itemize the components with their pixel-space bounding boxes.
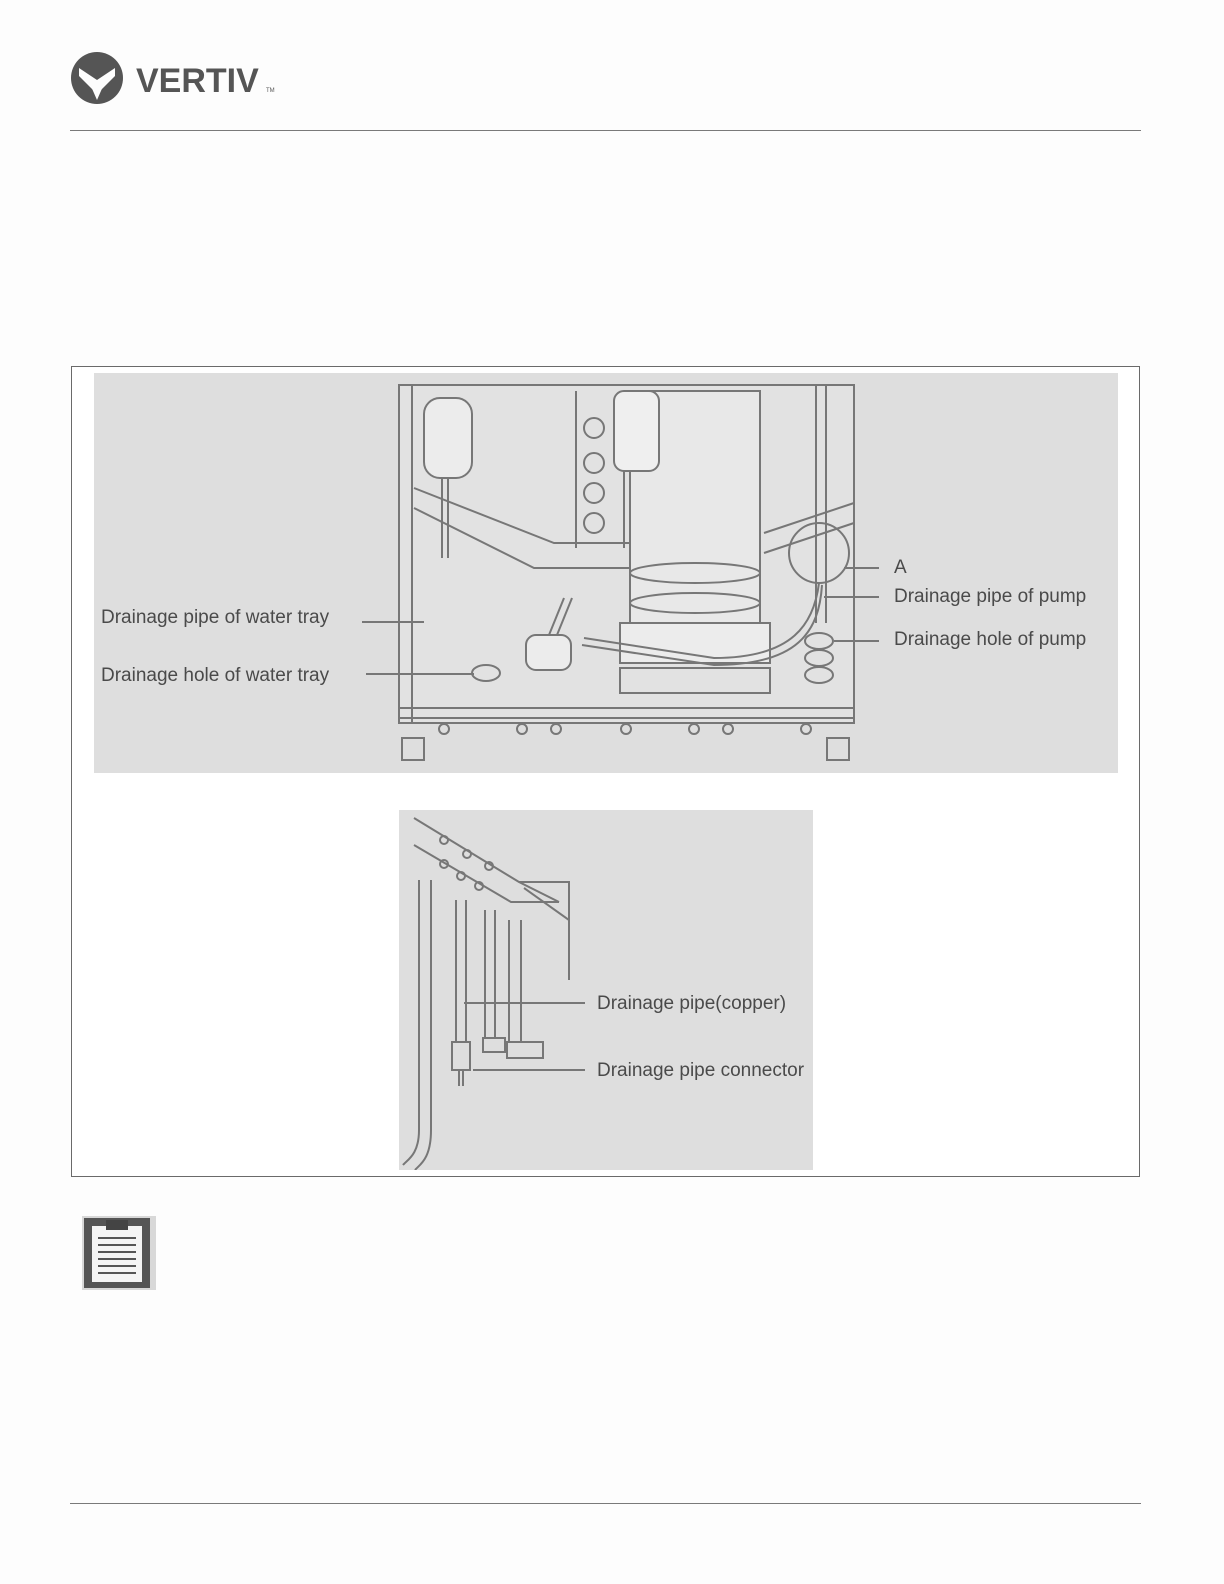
drainage-unit-illustration bbox=[94, 373, 1118, 773]
label-pump-pipe: Drainage pipe of pump bbox=[894, 586, 1087, 607]
drainage-pipe-detail bbox=[399, 810, 813, 1170]
detail-drawing bbox=[399, 810, 813, 1170]
footer-divider bbox=[70, 1503, 1141, 1504]
label-pump-hole: Drainage hole of pump bbox=[894, 629, 1087, 650]
label-detail-a: A bbox=[894, 557, 907, 578]
brand-trademark: TM bbox=[266, 88, 275, 94]
figure-frame bbox=[71, 366, 1140, 1177]
label-pipe-connector: Drainage pipe connector bbox=[597, 1060, 805, 1081]
label-copper-pipe: Drainage pipe(copper) bbox=[597, 993, 787, 1014]
note-clipboard-icon bbox=[80, 1214, 158, 1292]
vertiv-logo bbox=[70, 50, 290, 106]
label-tray-hole: Drainage hole of water tray bbox=[101, 665, 330, 686]
unit-drawing bbox=[94, 373, 1118, 773]
vertiv-logo-mark bbox=[70, 50, 290, 106]
label-tray-pipe: Drainage pipe of water tray bbox=[101, 607, 330, 628]
brand-name: VERTIV bbox=[136, 62, 259, 100]
header-divider bbox=[70, 130, 1141, 131]
